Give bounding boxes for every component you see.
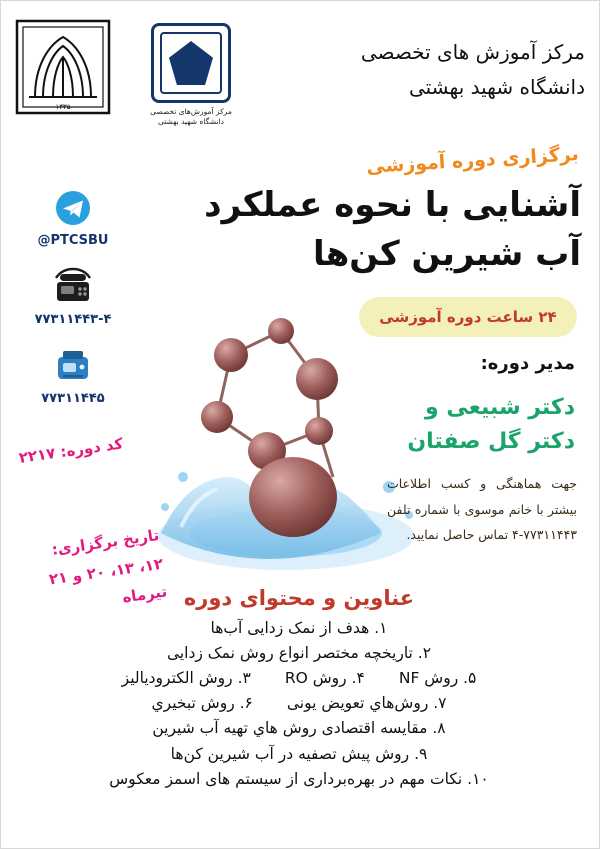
header-title <box>265 35 585 105</box>
page-title-line1: آشنایی با نحوه عملکرد <box>204 185 581 225</box>
shahid-beheshti-university-logo <box>15 19 111 115</box>
contact-telephone-label: ۷۷۳۱۱۴۴۳-۴ <box>34 312 112 327</box>
syllabus-item: ۵. روش NF <box>398 669 477 688</box>
syllabus-item: ۲. تاریخچه مختصر انواع روش نمک زدایی <box>166 644 432 663</box>
syllabus-title: عناوین و محتوای دوره <box>183 586 415 610</box>
header-title-line2: دانشگاه شهید بهشتی <box>408 75 585 99</box>
telephone-icon <box>50 266 96 308</box>
syllabus-item: ۷. روش‌هاي تعویض یونی <box>286 694 447 713</box>
syllabus-item: ۶. روش تبخیري <box>151 694 253 713</box>
fax-icon <box>50 345 96 387</box>
director-name-1: دکتر شبیعی و <box>424 395 575 420</box>
telegram-icon <box>52 189 94 229</box>
center-logo-caption: مرکز آموزش‌های تخصصی دانشگاه شهید بهشتی <box>150 107 232 127</box>
director-label: مدیر دوره: <box>480 353 575 374</box>
event-date-value: ۱۲، ۱۳، ۲۰ و ۲۱ تیرماه <box>47 554 169 607</box>
event-date-label: تاریخ برگزاری: <box>50 525 161 559</box>
syllabus-list <box>0 616 599 792</box>
syllabus-item: ۱۰. نکات مهم در بهره‌برداری از سیستم های اسمز معکوس <box>109 769 489 788</box>
contact-column <box>15 189 131 424</box>
contact-fax[interactable] <box>15 345 131 406</box>
syllabus-item: ۴. روش RO <box>284 669 365 688</box>
kicker-text: برگزاری دوره آموزشی <box>366 143 580 178</box>
page-title <box>201 181 581 280</box>
page-title-line2: آب شیرین کن‌ها <box>312 234 581 275</box>
contact-telegram[interactable] <box>15 189 131 248</box>
svg-text:۱۳۳۵: ۱۳۳۵ <box>55 103 71 111</box>
center-logo-emblem <box>151 23 231 103</box>
contact-telephone[interactable] <box>15 266 131 327</box>
syllabus-item: ۱. هدف از نمک زدایی آب‌ها <box>210 619 388 637</box>
director-name-2: دکتر گل صفتان <box>407 429 575 455</box>
course-hours-badge: ۲۴ ساعت دوره آموزشی <box>359 297 577 337</box>
specialized-training-center-logo <box>141 23 241 131</box>
poster-header <box>1 9 600 139</box>
contact-fax-label: ۷۷۳۱۱۴۴۵ <box>41 391 105 406</box>
syllabus-item: ۸. مقایسه اقتصادی روش هاي تهیه آب شیرین <box>152 719 446 738</box>
syllabus-item: ۳. روش الکترودیالیز <box>121 669 251 688</box>
syllabus-item: ۹. روش پیش تصفیه در آب شیرین کن‌ها <box>170 744 428 763</box>
director-names <box>365 391 575 459</box>
contact-telegram-label: @PTCSBU <box>37 233 109 248</box>
contact-note: جهت هماهنگی و کسب اطلاعات بیشتر با خانم موسوی با شماره تلفن ۷۷۳۱۱۴۴۳-۴ تماس حاصل نمایید. <box>387 476 577 543</box>
header-title-line1: مرکز آموزش های تخصصی <box>360 40 585 64</box>
course-code: کد دوره: ۲۲۱۷ <box>17 434 125 467</box>
